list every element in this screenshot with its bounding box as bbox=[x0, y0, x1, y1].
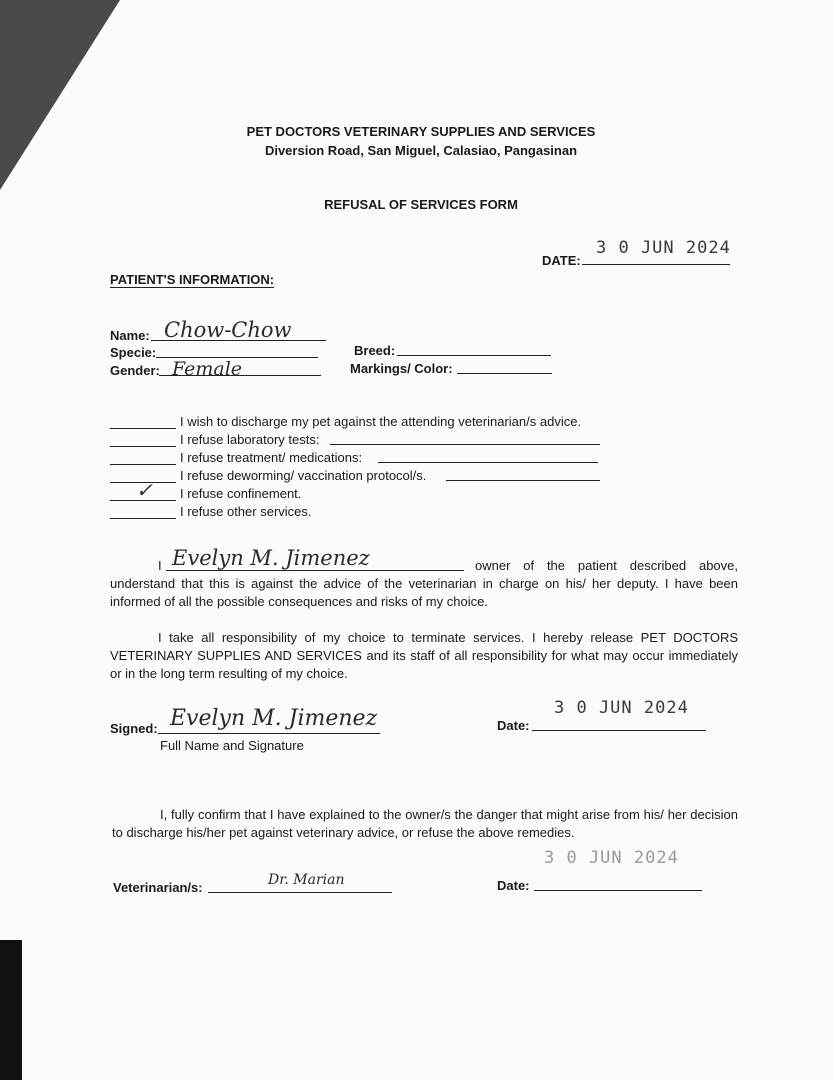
gender-label: Gender: bbox=[110, 363, 160, 378]
gender-value: Female bbox=[172, 358, 243, 380]
specie-label: Specie: bbox=[110, 345, 157, 360]
owner-name: Evelyn M. Jimenez bbox=[172, 546, 370, 570]
owner-signature: Evelyn M. Jimenez bbox=[170, 706, 378, 731]
option-treatment: I refuse treatment/ medications: bbox=[180, 450, 363, 465]
breed-line bbox=[397, 355, 551, 356]
name-value: Chow-Chow bbox=[164, 318, 292, 342]
option-other: I refuse other services. bbox=[180, 504, 312, 519]
date-line bbox=[582, 264, 730, 265]
owner-name-line bbox=[166, 570, 464, 571]
option-blank bbox=[110, 428, 176, 429]
veterinarian-name: Dr. Marian bbox=[268, 872, 345, 888]
check-mark-icon: ✓ bbox=[136, 478, 153, 502]
signed-date-label: Date: bbox=[497, 718, 530, 733]
org-address: Diversion Road, San Miguel, Calasiao, Pangasinan bbox=[264, 143, 578, 158]
date-stamp: 3 0 JUN 2024 bbox=[596, 238, 731, 258]
patient-section-title: PATIENT'S INFORMATION: bbox=[110, 272, 275, 287]
vet-date-line bbox=[534, 890, 702, 891]
option-blank bbox=[110, 464, 176, 465]
statement-prefix: I bbox=[158, 558, 162, 573]
date-label: DATE: bbox=[542, 253, 581, 268]
option-blank bbox=[110, 446, 176, 447]
statement-para2: I take all responsibility of my choice to terminate services. I hereby release PET DOCTORS VETERINARY SUPPLIES AND SERVICES and its staff of all responsibility for what may occur immediately or in the long term resulting of my choice. bbox=[110, 630, 738, 681]
signature-line bbox=[158, 733, 380, 734]
breed-label: Breed: bbox=[354, 343, 396, 358]
markings-line bbox=[457, 373, 552, 374]
signed-date-line bbox=[532, 730, 706, 731]
signed-date-stamp: 3 0 JUN 2024 bbox=[554, 698, 689, 718]
folded-corner bbox=[0, 0, 120, 190]
signed-label: Signed: bbox=[110, 721, 158, 736]
name-label: Name: bbox=[110, 328, 150, 343]
veterinarian-label: Veterinarian/s: bbox=[113, 880, 203, 895]
veterinarian-line bbox=[208, 892, 392, 893]
org-name: PET DOCTORS VETERINARY SUPPLIES AND SERVICES bbox=[246, 124, 596, 139]
vet-date-label: Date: bbox=[497, 878, 530, 893]
option-deworming: I refuse deworming/ vaccination protocol/s. bbox=[180, 468, 427, 483]
option-treatment-line bbox=[378, 462, 598, 463]
option-blank bbox=[110, 518, 176, 519]
form-title: REFUSAL OF SERVICES FORM bbox=[324, 197, 518, 212]
option-deworming-line bbox=[446, 480, 600, 481]
scan-edge bbox=[0, 940, 22, 1080]
option-laboratory-line bbox=[330, 444, 600, 445]
markings-label: Markings/ Color: bbox=[350, 361, 453, 376]
vet-date-stamp: 3 0 JUN 2024 bbox=[544, 848, 679, 868]
option-laboratory: I refuse laboratory tests: bbox=[180, 432, 320, 447]
option-discharge: I wish to discharge my pet against the attending veterinarian/s advice. bbox=[180, 414, 582, 429]
confirmation-text: I, fully confirm that I have explained to the owner/s the danger that might arise from his/ her decision to discharge his/her pet against veterinary advice, or refuse the above remedies. bbox=[112, 807, 738, 840]
option-confinement: I refuse confinement. bbox=[180, 486, 302, 501]
statement-line1-suffix: owner of the patient described above, bbox=[475, 558, 738, 573]
signature-sublabel: Full Name and Signature bbox=[160, 738, 304, 753]
statement-rest: understand that this is against the advice of the veterinarian in charge on his/ her deputy. I have been informed of all the possible consequences and risks of my choice. bbox=[110, 576, 738, 609]
